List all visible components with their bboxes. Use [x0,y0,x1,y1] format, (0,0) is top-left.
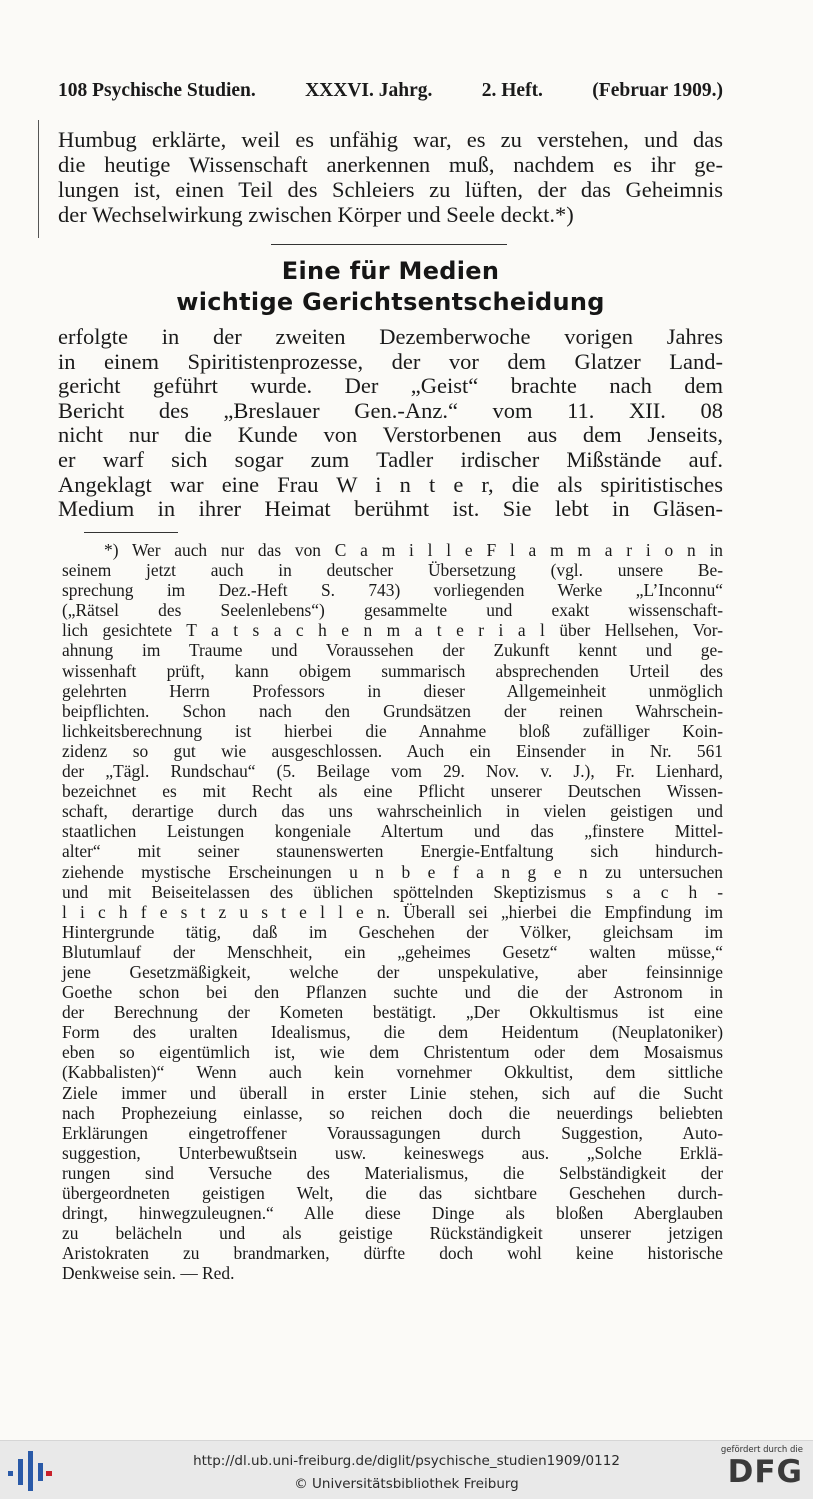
footnote-line: Blutumlauf der Menschheit, ein „geheimes Gesetz“ walten müsse,“ [62,941,723,962]
footnote-line: der „Tägl. Rundschau“ (5. Beilage vom 29. Nov. v. J.), Fr. Lienhard, [62,761,723,782]
footnote-line: gelehrten Herrn Professors in dieser Allgemeinheit unmöglich [62,680,723,701]
text-line: lungen ist, einen Teil des Schleiers zu lüften, der das Geheimnis [58,177,723,202]
footnote-line: übergeordneten geistigen Welt, die das sichtbare Geschehen durch- [62,1183,723,1203]
intro-paragraph [58,127,723,227]
footnote-line: seinem jetzt auch in deutscher Übersetzung (vgl. unsere Be- [62,560,723,581]
section-separator [271,244,507,245]
footnote-line: („Rätsel des Seelenlebens“) gesammelte und exakt wissenschaft- [62,600,723,621]
footnote-line: ahnung im Traume und Voraussehen der Zukunft kennt und ge- [62,640,723,661]
text-line: Humbug erklärte, weil es unfähig war, es zu verstehen, und das [58,127,723,152]
footnote-line: zidenz so gut wie ausgeschlossen. Auch ein Einsender in Nr. 561 [62,740,723,761]
copyright-text: © Universitätsbibliothek Freiburg [294,1476,519,1492]
dfg-caption: gefördert durch die [720,1445,803,1455]
footnote-line: lich gesichtete T a t s a c h e n m a t e r i a l über Hellsehen, Vor- [62,620,723,641]
footnote-line: lichkeitsberechnung ist hierbei die Annahme bloß zufälliger Koin- [62,720,723,741]
text-line: der Wechselwirkung zwischen Körper und Seele deckt.*) [58,202,574,227]
footnote-line: zu belächeln und als geistige Rückständigkeit unserer jetzigen [62,1223,723,1244]
footnote-line: rungen sind Versuche des Materialismus, die Selbständigkeit der [62,1162,723,1183]
footnote-line: l i c h f e s t z u s t e l l e n. Überall sei „hierbei die Empfindung im [62,901,723,922]
text-line: gericht geführt wurde. Der „Geist“ brachte nach dem [58,373,723,399]
footnote-separator [84,532,178,533]
footnote-line: *) Wer auch nur das von C a m i l l e F l a m m a r i o n in [104,540,723,560]
footnote-line: Ziele immer und überall in erster Linie stehen, sich auf die Sucht [62,1082,723,1103]
text-line: erfolgte in der zweiten Dezemberwoche vorigen Jahres [58,324,723,349]
article-title [58,256,723,318]
footnote-line: dringt, hinwegzuleugnen.“ Alle diese Dinge als bloßen Aberglauben [62,1203,723,1224]
footnote-line: ziehende mystische Erscheinungen u n b e f a n g e n zu untersuchen [62,861,723,882]
footnote-line: suggestion, Unterbewußtsein usw. keineswegs aus. „Solche Erklä- [62,1142,723,1163]
text-line: Angeklagt war eine Frau W i n t e r, die als spiritistisches [58,471,723,497]
footnote-line: der Berechnung der Kometen bestätigt. „Der Okkultismus ist eine [62,1002,723,1023]
footnote-line: (Kabbalisten)“ Wenn auch kein vornehmer Okkultist, dem sittliche [62,1062,723,1083]
header-date: (Februar 1909.) [592,80,723,101]
text-line: er warf sich sogar zum Tadler irdischer Mißstände auf. [58,446,723,472]
header-page-title: 108 Psychische Studien. [58,80,256,101]
text-line: Bericht des „Breslauer Gen.-Anz.“ vom 11. XII. 08 [58,397,723,423]
footnote-line: alter“ mit seiner staunenswerten Energie-Entfaltung sich hindurch- [62,841,723,862]
footnote-line: Denkweise sein. — Red. [62,1263,235,1284]
library-banner [0,1440,813,1499]
footnote-line: Goethe schon bei den Pflanzen suchte und die der Astronom in [62,982,723,1003]
text-line: Medium in ihrer Heimat berühmt ist. Sie lebt in Gläsen- [58,496,723,522]
article-body [58,325,723,522]
footnote-line: beipflichten. Schon nach den Grundsätzen der reinen Wahrschein- [62,700,723,721]
header-issue: 2. Heft. [481,80,543,101]
article-title-line-2: wichtige Gerichtsentscheidung [176,288,605,316]
header-volume: XXXVI. Jahrg. [305,80,433,101]
margin-mark [38,120,39,238]
footnote-line: Aristokraten zu brandmarken, dürfte doch wohl keine historische [62,1243,723,1264]
footnote-line: jene Gesetzmäßigkeit, welche der unspekulative, aber feinsinnige [62,961,723,982]
footnote-line: Form des uralten Idealismus, die dem Heidentum (Neuplatoniker) [62,1022,723,1043]
footnote [62,540,723,1283]
footnote-line: schaft, derartige durch das uns wahrscheinlich in vielen geistigen und [62,801,723,822]
text-line: die heutige Wissenschaft anerkennen muß, nachdem es ihr ge- [58,152,723,177]
footnote-line: eben so eigentümlich ist, wie dem Christentum oder dem Mosaismus [62,1042,723,1063]
dfg-wordmark: DFG [727,1454,803,1490]
dfg-logo [717,1445,803,1495]
article-title-line-1: Eine für Medien [281,257,500,285]
footnote-line: und mit Beiseitelassen des üblichen spöttelnden Skeptizismus s a c h - [62,881,723,902]
footnote-line: bezeichnet es mit Recht als eine Pflicht unserer Deutschen Wissen- [62,781,723,802]
text-line: nicht nur die Kunde von Verstorbenen aus dem Jenseits, [58,422,723,448]
footnote-line: wissenhaft prüft, kann obigem summarisch absprechenden Urteil des [62,660,723,681]
running-header [58,80,723,102]
footnote-line: Erklärungen eingetroffener Voraussagungen durch Suggestion, Auto- [62,1122,723,1143]
footnote-line: staatlichen Leistungen kongeniale Altertum und das „finstere Mittel- [62,821,723,842]
footnote-line: nach Prophezeiung einlasse, so reichen doch die neuerdings beliebten [62,1102,723,1123]
text-line: in einem Spiritistenprozesse, der vor dem Glatzer Land- [58,348,723,374]
footnote-line: sprechung im Dez.-Heft S. 743) vorliegenden Werke „L’Inconnu“ [62,580,723,601]
footnote-line: Hintergrunde tätig, daß im Geschehen der Völker, gleichsam im [62,921,723,942]
source-url-link[interactable]: http://dl.ub.uni-freiburg.de/diglit/psychische_studien1909/0112 [193,1453,620,1469]
